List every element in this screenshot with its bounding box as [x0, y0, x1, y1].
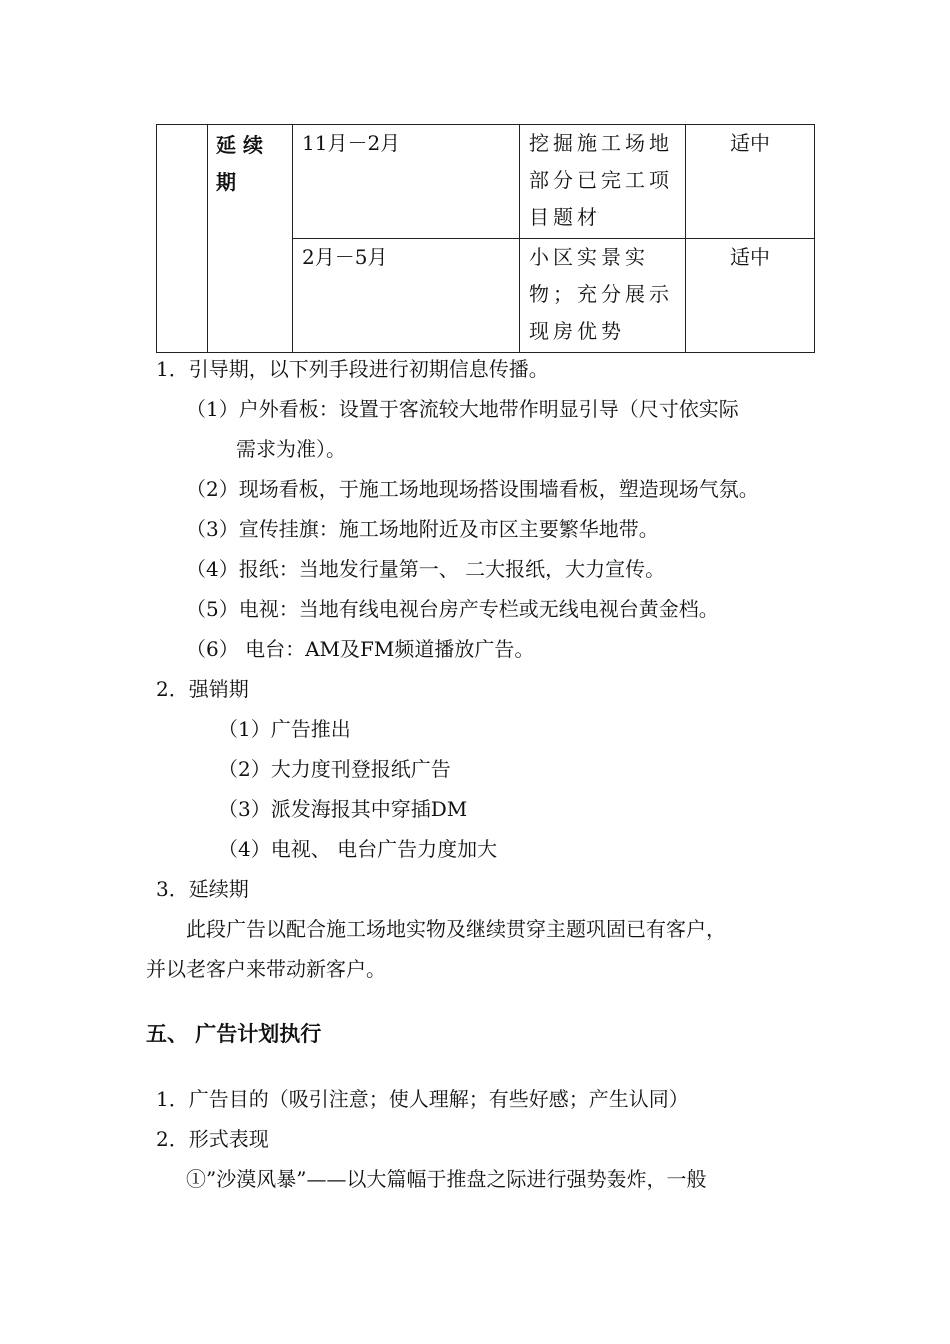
list-item: 需求为准）。 [236, 437, 346, 461]
period-cell: 11月－2月 [293, 125, 520, 239]
table-cell-empty [157, 125, 208, 353]
list-item: （2）大力度刊登报纸广告 [218, 757, 451, 781]
list-item: 1．广告目的（吸引注意；使人理解；有些好感；产生认同） [156, 1087, 689, 1111]
list-item: （1）户外看板：设置于客流较大地带作明显引导（尺寸依实际 [186, 397, 739, 421]
list-item: 2．形式表现 [156, 1127, 269, 1151]
chapter-heading: 五、 广告计划执行 [146, 1022, 322, 1046]
section2-title: 2．强销期 [156, 677, 249, 701]
intensity-cell: 适中 [686, 239, 815, 353]
list-item: （3）宣传挂旗：施工场地附近及市区主要繁华地带。 [186, 517, 659, 541]
list-item: （2）现场看板，于施工场地现场搭设围墙看板，塑造现场气氛。 [186, 477, 759, 501]
section1-title: 1．引导期，以下列手段进行初期信息传播。 [156, 357, 549, 381]
list-item: （1）广告推出 [218, 717, 351, 741]
list-item: （3）派发海报其中穿插DM [218, 797, 468, 821]
list-item: （6） 电台：AM及FM频道播放广告。 [186, 637, 535, 661]
paragraph: 并以老客户来带动新客户。 [146, 957, 386, 981]
intensity-cell: 适中 [686, 125, 815, 239]
list-item: （5）电视：当地有线电视台房产专栏或无线电视台黄金档。 [186, 597, 719, 621]
period-cell: 2月－5月 [293, 239, 520, 353]
ad-schedule-table [156, 124, 815, 353]
list-item: （4）电视、 电台广告力度加大 [218, 837, 498, 861]
paragraph: ①”沙漠风暴”——以大篇幅于推盘之际进行强势轰炸，一般 [186, 1167, 707, 1191]
section3-title: 3．延续期 [156, 877, 249, 901]
table-row [157, 125, 815, 239]
paragraph: 此段广告以配合施工场地实物及继续贯穿主题巩固已有客户， [186, 917, 726, 941]
list-item: （4）报纸：当地发行量第一、 二大报纸，大力宣传。 [186, 557, 666, 581]
content-cell: 小区实景实物；充分展示现房优势 [520, 239, 686, 353]
stage-cell: 延 续 期 [208, 125, 293, 353]
content-cell: 挖掘施工场地部分已完工项目题材 [520, 125, 686, 239]
